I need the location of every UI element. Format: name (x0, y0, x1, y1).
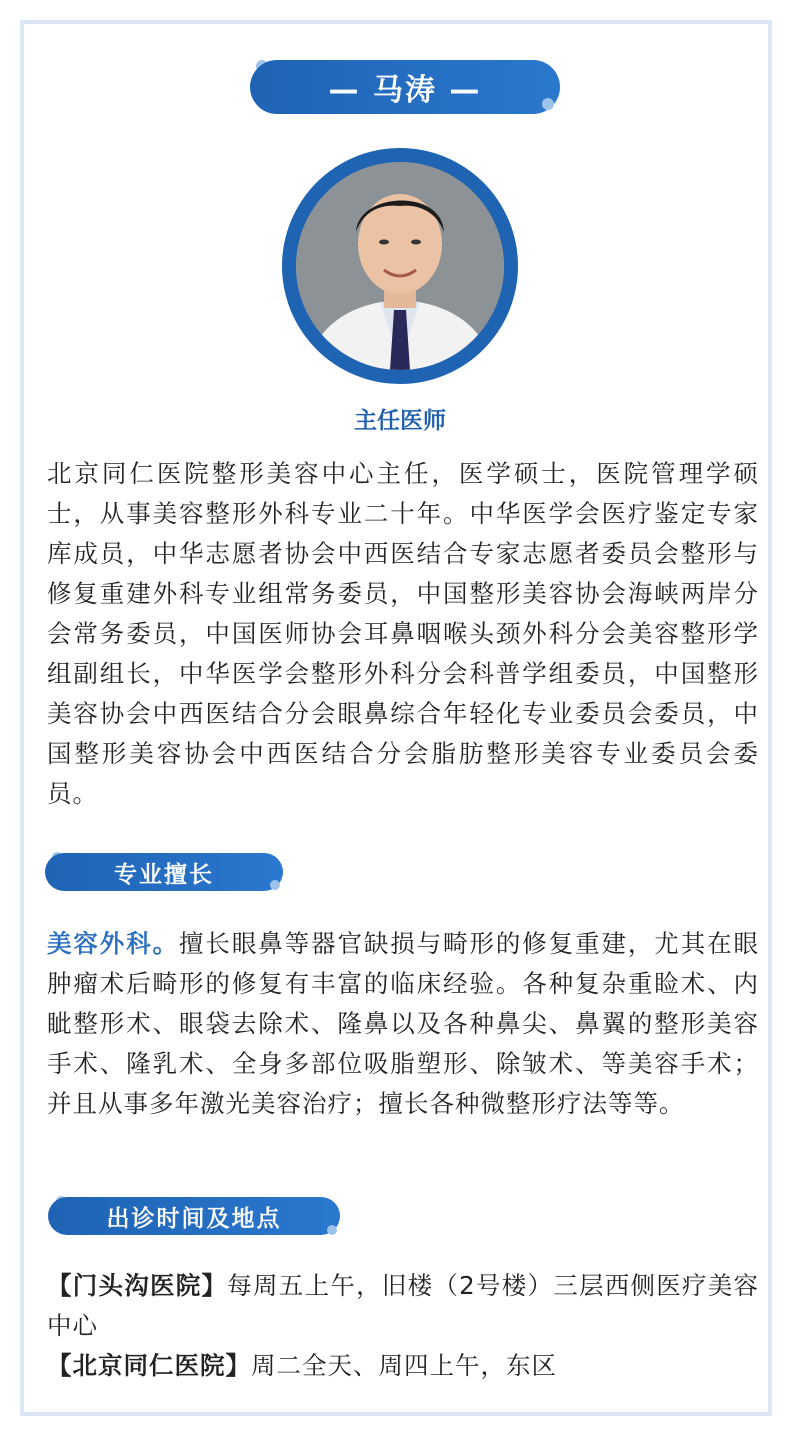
specialty-text (47, 924, 759, 1124)
decor-dot (327, 1225, 337, 1235)
schedule-heading-text: 出诊时间及地点 (106, 1205, 282, 1232)
doctor-name: — 马涛 — (328, 73, 482, 108)
schedule-detail: 每周五上午，旧楼（2号楼）三层西侧医疗美容中心 (47, 1271, 759, 1340)
schedule-item (47, 1346, 759, 1386)
specialty-heading (45, 853, 283, 891)
doctor-name-badge (250, 60, 560, 114)
schedule-heading (48, 1197, 340, 1235)
schedule-hospital: 【门头沟医院】 (47, 1271, 228, 1300)
doctor-portrait (296, 162, 504, 370)
doctor-bio: 北京同仁医院整形美容中心主任，医学硕士，医院管理学硕士，从事美容整形外科专业二十年。中华医学会医疗鉴定专家库成员，中华志愿者协会中西医结合专家志愿者委员会整形与修复重建外科专业组常务委员，中国整形美容协会海峡两岸分会常务委员，中国医师协会耳鼻咽喉头颈外科分会美容整形学组副组长，中华医学会整形外科分会科普学组委员，中国整形美容协会中西医结合分会眼鼻综合年轻化专业委员会委员，中国整形美容协会中西医结合分会脂肪整形美容专业委员会委员。 (47, 459, 759, 808)
schedule-detail: 周二全天、周四上午，东区 (251, 1351, 557, 1380)
decor-dot (542, 98, 554, 110)
doctor-avatar (296, 162, 504, 370)
schedule-hospital: 【北京同仁医院】 (47, 1351, 251, 1380)
specialty-description: 擅长眼鼻等器官缺损与畸形的修复重建，尤其在眼肿瘤术后畸形的修复有丰富的临床经验。各种复杂重睑术、内眦整形术、眼袋去除术、隆鼻以及各种鼻尖、鼻翼的整形美容手术、隆乳术、全身多部位吸脂塑形、除皱术、等美容手术；并且从事多年激光美容治疗；擅长各种微整形疗法等等。 (47, 929, 760, 1118)
schedule-list (47, 1266, 759, 1386)
decor-dot (270, 880, 280, 890)
specialty-heading-text: 专业擅长 (114, 861, 214, 888)
schedule-item (47, 1266, 759, 1346)
specialty-highlight: 美容外科。 (47, 929, 180, 958)
doctor-title: 主任医师 (354, 408, 446, 434)
